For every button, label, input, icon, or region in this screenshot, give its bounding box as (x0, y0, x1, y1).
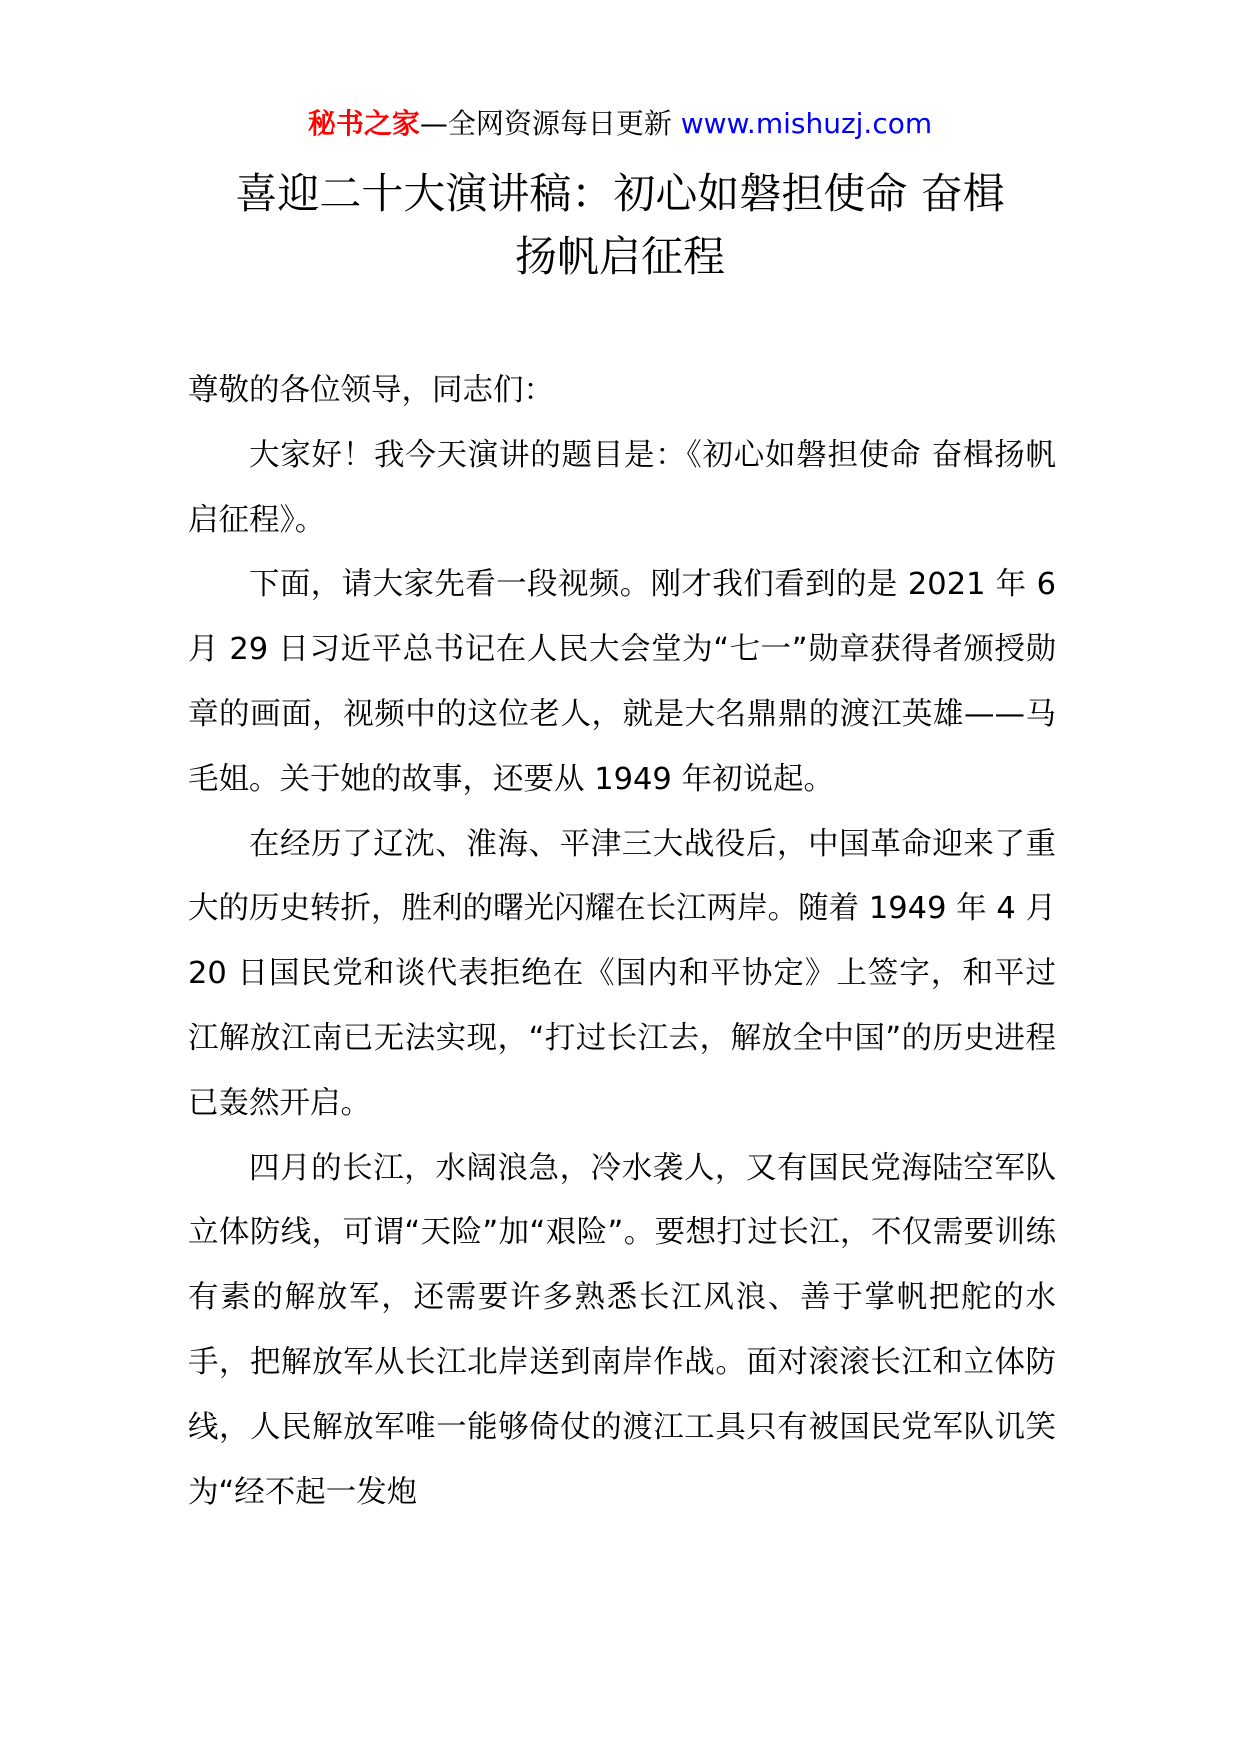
header-site-link[interactable]: www.mishuzj.com (680, 107, 933, 140)
header-tagline: —全网资源每日更新 (419, 107, 681, 140)
paragraph-video: 下面，请大家先看一段视频。刚才我们看到的是 2021 年 6 月 29 日习近平总书记在人民大会堂为“七一”勋章获得者颁授勋章的画面，视频中的这位老人，就是大名鼎鼎的渡江英雄——马毛姐。关于她的故事，还要从 1949 年初说起。 (188, 567, 1056, 797)
title-line-2: 扬帆启征程 (514, 232, 725, 281)
header-brand: 秘书之家 (307, 107, 420, 140)
salutation: 尊敬的各位领导，同志们： (188, 373, 554, 408)
document-title (150, 162, 1090, 288)
paragraph-greeting: 大家好！我今天演讲的题目是：《初心如磐担使命 奋楫扬帆启征程》。 (188, 437, 1056, 538)
paragraph-yangtze: 四月的长江，水阔浪急，冷水袭人，又有国民党海陆空军队立体防线，可谓“天险”加“艰险”。要想打过长江，不仅需要训练有素的解放军，还需要许多熟悉长江风浪、善于掌帆把舵的水手，把解放军从长江北岸送到南岸作战。面对滚滚长江和立体防线，人民解放军唯一能够倚仗的渡江工具只有被国民党军队讥笑为“经不起一发炮 (188, 1150, 1056, 1510)
page-header (0, 104, 1240, 144)
paragraph-history: 在经历了辽沈、淮海、平津三大战役后，中国革命迎来了重大的历史转折，胜利的曙光闪耀在长江两岸。随着 1949 年 4 月 20 日国民党和谈代表拒绝在《国内和平协定》上签字，和平过江解放江南已无法实现，“打过长江去，解放全中国”的历史进程已轰然开启。 (188, 826, 1056, 1121)
title-line-1: 喜迎二十大演讲稿：初心如磐担使命 奋楫 (235, 169, 1005, 218)
document-body (188, 359, 1056, 1525)
